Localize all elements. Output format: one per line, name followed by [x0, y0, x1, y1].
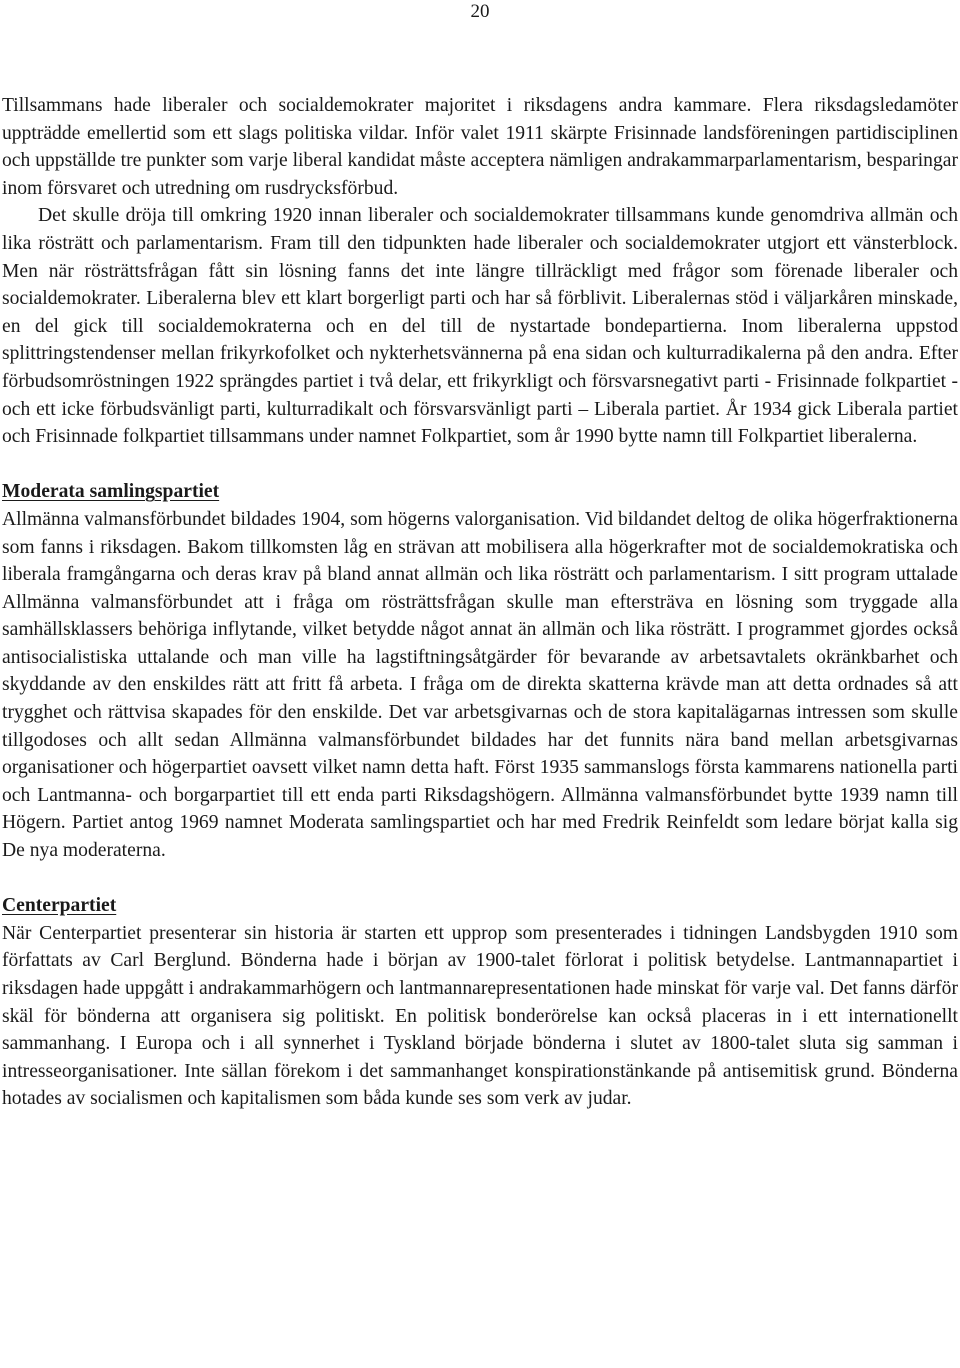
centerpartiet-paragraph: När Centerpartiet presenterar sin historia är starten ett upprop som presenterades i tidningen Landsbygden 1910 som författats av Carl Berglund. Bönderna hade i början av 1900-talet förlorat i politisk betydelse. Lantmannapartiet i riksdagen hade uppgått i andrakammarhögern och lantmannarepresentationen hade minskat för varje val. Det fanns därför skäl för bönderna att organisera sig politiskt. En politisk bonderörelse kan också placeras in i ett internationellt sammanhang. I Europa och i all synnerhet i Tyskland började bönderna i slutet av 1800-talet sluta sig samman i intresseorganisationer. Inte sällan förekom i det sammanhanget konspirationstänkande på antisemitisk grund. Bönderna hotades av socialismen och kapitalismen som båda kunde ses som verk av judar. [2, 922, 958, 1110]
moderata-paragraph: Allmänna valmansförbundet bildades 1904, som högerns valorganisation. Vid bildandet deltog de olika högerfraktionerna som fanns i riksdagen. Bakom tillkomsten låg en strävan att mobilisera alla högerkrafter mot de socialdemokratiska och liberala framgångarna och deras krav på bland annat allmän och lika rösträtt och parlamentarism. I sitt program uttalade Allmänna valmansförbundet att i fråga om rösträttsfrågan skulle man eftersträva en lösning som tryggade alla samhällsklassers behöriga inflytande, vilket betydde något annat än allmän och lika rösträtt. I programmet gjordes också antisocialistiska uttalande och man ville ha lagstiftningsåtgärder för bevarande av arbetsavtalets okränkbarhet och skyddande av den enskildes rätt att fritt få arbeta. I fråga om de direkta skatterna krävde man att detta ordnades så att trygghet och rättvisa skapades för den enskilde. Det var arbetsgivarnas och de stora kapitalägarnas intressen som skulle tillgodoses och allt sedan Allmänna valmansförbundet bildades har det funnits nära band mellan arbetsgivarnas organisationer och högerpartiet oavsett vilket namn detta haft. Först 1935 sammanslogs första kammarens nationella parti och Lantmanna- och borgarpartiet till ett enda parti Riksdagshögern. Allmänna valmansförbundet bytte 1939 namn till Högern. Partiet antog 1969 namnet Moderata samlingspartiet och har med Fredrik Reinfeldt som ledare börjat kalla sig De nya moderaterna. [2, 508, 958, 862]
section-spacer [2, 451, 958, 479]
section-heading-centerpartiet: Centerpartiet [2, 895, 117, 917]
document-body [2, 92, 958, 1113]
section-spacer [2, 865, 958, 893]
liberal-paragraph-1: Tillsammans hade liberaler och socialdemokrater majoritet i riksdagens andra kammare. Flera riksdagsledamöter uppträdde emellertid som ett slags politiska vildar. Inför valet 1911 skärpte Frisinnade landsföreningen partidisciplinen och uppställde tre punkter som varje liberal kandidat måste acceptera nämligen andrakammarparlamentarism, besparingar inom försvaret och utredning om rusdrycksförbud. [2, 95, 958, 199]
page-number: 20 [470, 1, 490, 22]
liberal-paragraph-2: Det skulle dröja till omkring 1920 innan liberaler och socialdemokrater tillsammans kunde genomdriva allmän och lika rösträtt och parlamentarism. Fram till den tidpunkten hade liberaler och socialdemokrater utgjort ett vänsterblock. Men när rösträttsfrågan fått sin lösning fanns det inte längre tillräckligt med frågor som förenade liberaler och socialdemokrater. Liberalerna blev ett klart borgerligt parti och har så förblivit. Liberalernas stöd i väljarkåren minskade, en del gick till socialdemokraterna och en del till de nystartade bondepartierna. Inom liberalerna uppstod splittringstendenser mellan frikyrkofolket och nykterhetsvännerna på ena sidan och kulturradikalerna på den andra. Efter förbudsomröstningen 1922 sprängdes partiet i två delar, ett frikyrkligt och försvarsnegativt parti - Frisinnade folkpartiet - och ett icke förbudsvänligt parti, kulturradikalt och försvarsvänligt parti – Liberala partiet. År 1934 gick Liberala partiet och Frisinnade folkpartiet tillsammans under namnet Folkpartiet, som år 1990 bytte namn till Folkpartiet liberalerna. [2, 205, 958, 448]
section-heading-moderata: Moderata samlingspartiet [2, 481, 220, 503]
